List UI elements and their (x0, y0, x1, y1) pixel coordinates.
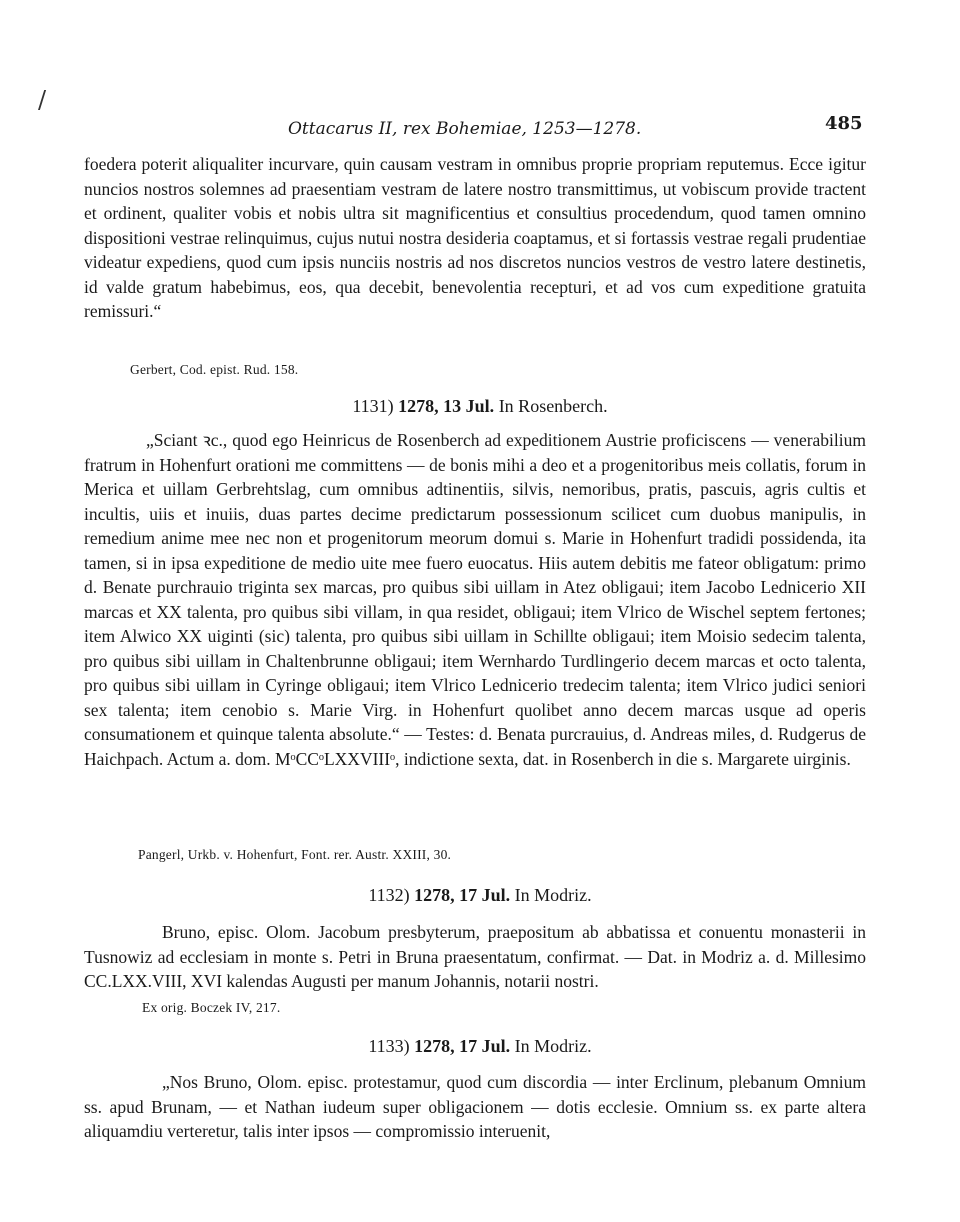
margin-mark: / (38, 86, 47, 114)
entry-number: 1132) (368, 885, 410, 905)
entry-number: 1133) (368, 1036, 410, 1056)
entry-1131-text: „Sciant ꝛc., quod ego Heinricus de Rosenberch ad expeditionem Austrie proficiscens — venerabilium fratrum in Hohenfurt orationi me committens — de bonis mihi a deo et a progenitoribus meis collatis, forum in Merica et uillam Gerbrehtslag, cum omnibus adtinentiis, silvis, nemoribus, pratis, pascuis, agris cultis et incultis, uiis et inuiis, duas partes decime predictarum possessionum scilicet cum duobus manipulis, in remedium anime mee nec non et progenitorum meorum domui s. Marie in Hohenfurt tradidi possidenda, ita tamen, si in ipsa expeditione de medio uite mee fuero euocatus. Hiis autem debitis me fateor obligatum: primo d. Benate purchrauio triginta sex marcas, pro quibus sibi uillam in Atez obligaui; item Jacobo Lednicerio XII marcas et XX talenta, pro quibus sibi villam, in qua residet, obligaui; item Vlrico de Wischel septem fertones; item Alwico XX uiginti (sic) talenta, pro quibus sibi uillam in Schillte obligaui; item Moisio sedecim talenta, pro quibus sibi uillam in Chaltenbrunne obligaui; item Wernhardo Turdlingerio decem marcas et octo talenta, pro quibus sibi uillam in Cyringe obligaui; item Vlrico Lednicerio tredecim talenta; item Vlrico judici seniori sex talenta; item cenobio s. Marie Virg. in Hohenfurt quolibet anno decem marcas usque ad operis consumationem et quinque talenta absolute.“ — Testes: d. Benata purcrauius, d. Andreas miles, d. Rudgerus de Haichpach. Actum a. dom. MᵒCCᵒLXXVIIIᵒ, indictione sexta, dat. in Rosenberch in die s. Margarete uirginis. (84, 430, 866, 769)
entry-1133-heading (0, 1036, 960, 1057)
entry-date: 1278, 13 Jul. (398, 396, 495, 416)
entry-1132-citation: Ex orig. Boczek IV, 217. (142, 1000, 281, 1015)
entry-1132-heading (0, 885, 960, 906)
entry-place: In Modriz. (514, 1036, 592, 1056)
entry-place: In Modriz. (514, 885, 592, 905)
page-number: 485 (825, 113, 863, 134)
entry-1131-citation: Pangerl, Urkb. v. Hohenfurt, Font. rer. Austr. XXIII, 30. (138, 847, 452, 862)
continuation-citation: Gerbert, Cod. epist. Rud. 158. (130, 362, 299, 377)
entry-place: In Rosenberch. (498, 396, 608, 416)
entry-number: 1131) (352, 396, 394, 416)
entry-1133-text: „Nos Bruno, Olom. episc. protestamur, quod cum discordia — inter Erclinum, plebanum Omnium ss. apud Brunam, — et Nathan iudeum super obligacionem — dotis ecclesie. Omnium ss. ex parte altera aliquamdiu verteretur, talis inter ipsos — compromissio interuenit, (84, 1072, 866, 1141)
continuation-paragraph: foedera poterit aliqualiter incurvare, quin causam vestram in omnibus proprie propriam reputemus. Ecce igitur nuncios nostros solemnes ad praesentiam vestram de latere nostro transmittimus, ut vobiscum provide tractent et ordinent, qualiter vobis et nobis ultra sit magnificentius et consultius procedendum, quod tamen omnino dispositioni vestrae relinquimus, cujus nutui nostra desideria coaptamus, et si fortassis vestrae regali prudentiae videatur expediens, quod cum ipsis nunciis nostris ad nos discretos nuncios vestros de vestro latere destinetis, id valde gratum habebimus, eos, qua decebit, benevolentia recepturi, et ad vos cum expeditione gratuita remissuri.“ (84, 154, 866, 321)
running-title: Ottacarus II, rex Bohemiae, 1253—1278. (288, 119, 642, 139)
entry-1131-heading (0, 396, 960, 417)
entry-date: 1278, 17 Jul. (414, 885, 511, 905)
running-header (0, 113, 960, 143)
entry-date: 1278, 17 Jul. (414, 1036, 511, 1056)
entry-1132-text: Bruno, episc. Olom. Jacobum presbyterum, praepositum ab abbatissa et conuentu monasterii in Tusnowiz ad ecclesiam in monte s. Petri in Bruna praesentatum, confirmat. — Dat. in Modriz a. d. Millesimo CC.LXX.VIII, XVI kalendas Augusti per manum Johannis, notarii nostri. (84, 922, 866, 991)
